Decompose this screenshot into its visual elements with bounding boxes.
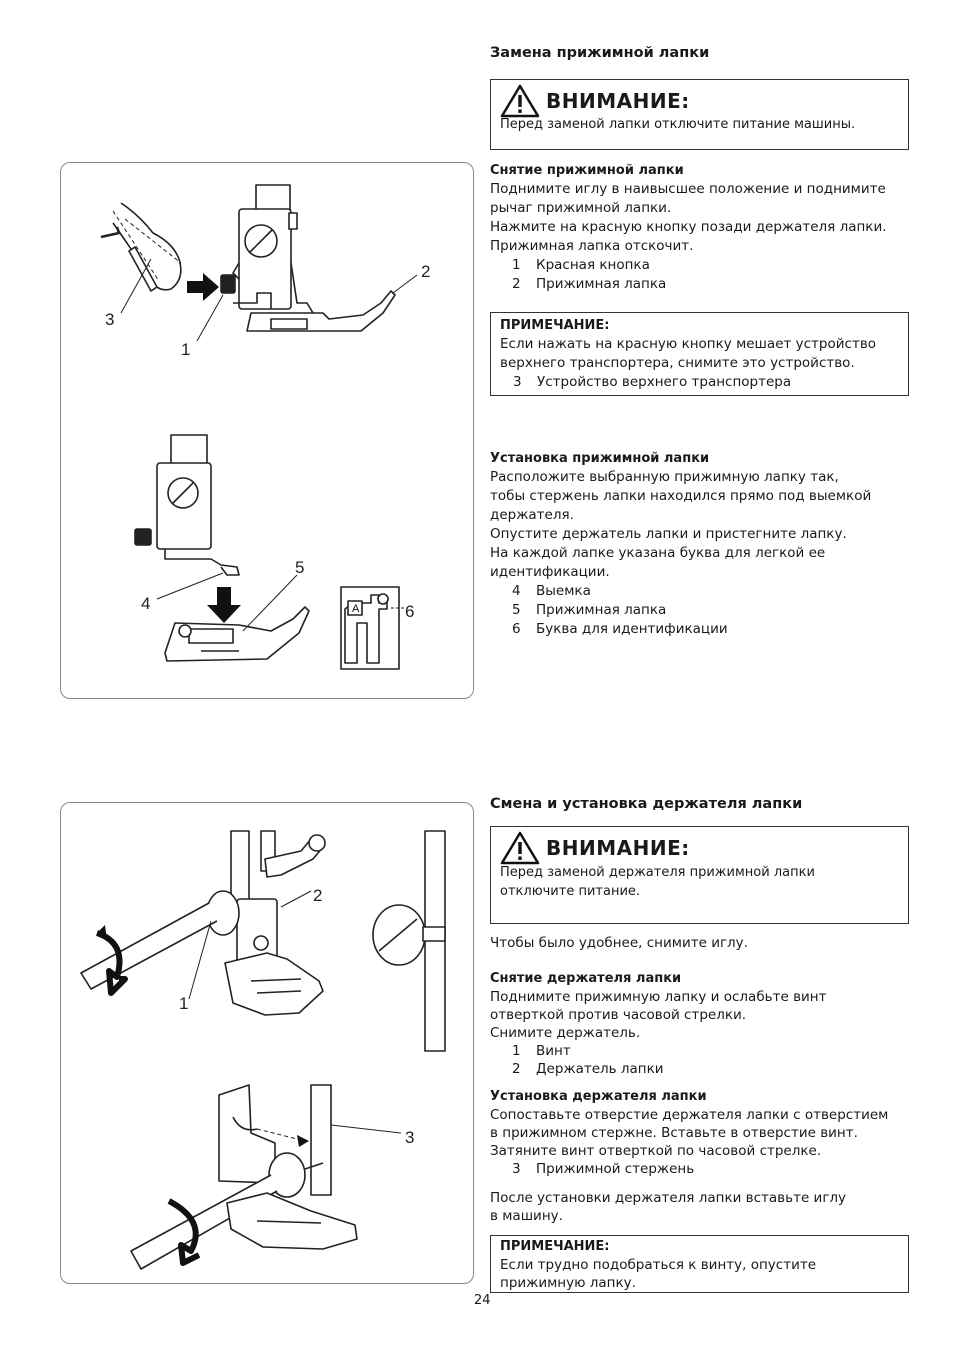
callout-2: 2 (421, 262, 431, 281)
intro-text: Чтобы было удобнее, снимите иглу. (490, 935, 748, 951)
callout-1: 1 (179, 994, 189, 1013)
list-item: 4 Выемка (512, 583, 591, 599)
note-title: ПРИМЕЧАНИЕ: (500, 1239, 610, 1254)
note-box-2 (490, 1235, 909, 1293)
removal-line: Нажмите на красную кнопку позади держателя лапки. (490, 219, 887, 235)
note-line: прижимную лапку. (500, 1275, 636, 1291)
holder-removal-title: Снятие держателя лапки (490, 971, 682, 986)
install-line: Расположите выбранную прижимную лапку так, (490, 469, 839, 485)
note-box-1 (490, 312, 909, 396)
presser-foot-illustration (61, 163, 475, 700)
removal-section (490, 161, 920, 294)
holder-removal-section (490, 970, 920, 1078)
warning-line: отключите питание. (500, 884, 641, 899)
install-section (490, 449, 920, 639)
install-line: На каждой лапке указана буква для легкой ее (490, 545, 826, 561)
holder-removal-line: отверткой против часовой стрелки. (490, 1007, 747, 1023)
list-item: 3 Прижимной стержень (512, 1161, 695, 1177)
warning-text: Перед заменой лапки отключите питание машины. (500, 117, 856, 132)
callout-6: 6 (405, 602, 415, 621)
removal-line: Прижимная лапка отскочит. (490, 238, 694, 254)
removal-line: Поднимите иглу в наивысшее положение и поднимите (490, 181, 886, 197)
callout-5: 5 (295, 558, 305, 577)
note-line: Если трудно подобраться к винту, опустите (500, 1257, 817, 1273)
list-item: 5 Прижимная лапка (512, 602, 667, 618)
foot-holder-figure-panel (60, 802, 474, 1284)
warning-text (500, 863, 899, 901)
callout-3: 3 (405, 1128, 415, 1147)
holder-install-line: в прижимном стержне. Вставьте в отверстие винт. (490, 1125, 858, 1141)
install-line: идентификации. (490, 564, 610, 580)
callout-3: 3 (105, 310, 115, 329)
warning-header (500, 84, 899, 118)
note-line: Если нажать на красную кнопку мешает устройство (500, 336, 877, 352)
note-line: верхнего транспортера, снимите это устройство. (500, 355, 855, 371)
after-line: После установки держателя лапки вставьте иглу (490, 1190, 847, 1206)
callout-2: 2 (313, 886, 323, 905)
holder-removal-line: Снимите держатель. (490, 1025, 641, 1041)
foot-letter: A (352, 603, 360, 615)
presser-foot (225, 953, 323, 1015)
list-item: 3 Устройство верхнего транспортера (513, 374, 792, 390)
note-title: ПРИМЕЧАНИЕ: (500, 318, 610, 333)
section1-title: Замена прижимной лапки (490, 45, 710, 61)
section2-title: Смена и установка держателя лапки (490, 796, 803, 812)
foot-holder (239, 209, 291, 309)
install-line: держателя. (490, 507, 574, 523)
warning-header (500, 831, 899, 865)
install-title: Установка прижимной лапки (490, 451, 710, 466)
after-line: в машину. (490, 1208, 563, 1224)
presser-foot-figure-panel (60, 162, 474, 699)
holder-removal-line: Поднимите прижимную лапку и ослабьте винт (490, 989, 827, 1005)
warning-box-1 (490, 79, 909, 150)
warning-title: ВНИМАНИЕ: (546, 836, 690, 860)
list-item: 2 Прижимная лапка (512, 276, 667, 292)
warning-icon (500, 84, 540, 118)
screwdriver (81, 903, 217, 989)
warning-icon (500, 831, 540, 865)
list-item: 1 Винт (512, 1043, 571, 1059)
removal-line: рычаг прижимной лапки. (490, 200, 672, 216)
warning-line: Перед заменой держателя прижимной лапки (500, 865, 815, 880)
foot-holder-illustration (61, 803, 475, 1285)
install-line: Опустите держатель лапки и пристегните лапку. (490, 526, 847, 542)
red-button (221, 275, 235, 293)
list-item: 2 Держатель лапки (512, 1061, 664, 1077)
warning-title: ВНИМАНИЕ: (546, 89, 690, 113)
list-item: 1 Красная кнопка (512, 257, 650, 273)
warning-box-2 (490, 826, 909, 924)
holder-install-section (490, 1088, 920, 1178)
callout-1: 1 (181, 340, 191, 359)
holder-install-line: Затяните винт отверткой по часовой стрелке. (490, 1143, 822, 1159)
callout-4: 4 (141, 594, 151, 613)
holder-install-line: Сопоставьте отверстие держателя лапки с отверстием (490, 1107, 889, 1123)
install-line: тобы стержень лапки находился прямо под выемкой (490, 488, 872, 504)
removal-title: Снятие прижимной лапки (490, 163, 684, 178)
holder-install-title: Установка держателя лапки (490, 1089, 707, 1104)
page-number: 24 (474, 1293, 491, 1308)
after-install-text (490, 1189, 920, 1225)
list-item: 6 Буква для идентификации (512, 621, 728, 637)
presser-bar (311, 1085, 331, 1195)
